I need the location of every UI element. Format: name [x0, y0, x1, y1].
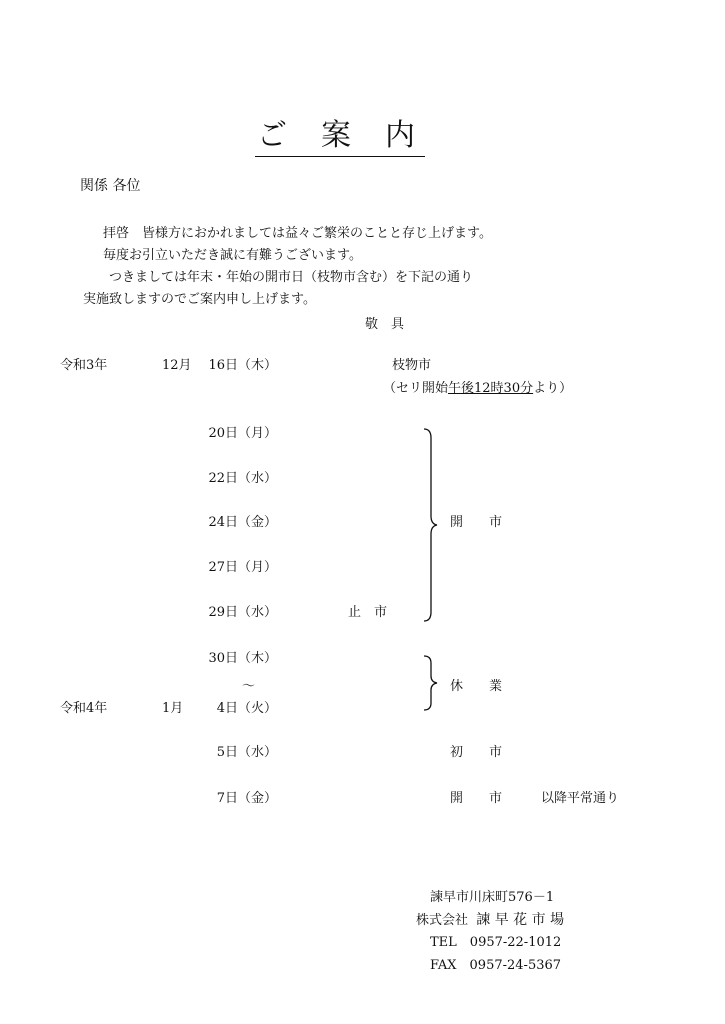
body-line-2: 毎度お引立いただき誠に有難うございます。	[103, 248, 362, 263]
date-5: 5日（水）	[216, 745, 277, 760]
holiday: 休 業	[450, 679, 503, 694]
month-jan: 1月	[162, 701, 184, 716]
footer-fax: FAX 0957-24-5367	[430, 958, 562, 973]
date-29: 29日（水）	[208, 605, 277, 620]
open-market: 開 市	[450, 515, 503, 530]
year-reiwa4: 令和4年	[60, 701, 108, 716]
seri-prefix: （セリ開始	[383, 381, 449, 396]
year-reiwa3: 令和3年	[60, 358, 108, 373]
body-line-1: 拝啓 皆様方におかれましては益々ご繁栄のことと存じ上げます。	[103, 226, 492, 241]
date-4: 4日（火）	[216, 701, 277, 716]
date-7: 7日（金）	[216, 791, 277, 806]
closing: 敬 具	[365, 317, 405, 332]
company-name: 諫 早 花 市 場	[476, 912, 565, 928]
date-30: 30日（木）	[208, 651, 277, 666]
body-line-4: 実施致しますのでご案内申し上げます。	[83, 292, 316, 307]
month-dec: 12月	[162, 358, 192, 373]
company-prefix: 株式会社	[416, 913, 469, 928]
first-market: 初 市	[450, 745, 503, 760]
normal-after: 以降平常通り	[541, 791, 620, 806]
footer-company	[416, 912, 564, 929]
edamono-label: 枝物市	[392, 358, 432, 373]
brace-holiday	[420, 655, 440, 711]
date-22: 22日（水）	[208, 471, 277, 486]
date-16: 16日（木）	[208, 358, 277, 373]
stop-market: 止 市	[348, 605, 388, 620]
seri-suffix: より）	[533, 381, 573, 396]
seri-note	[383, 381, 572, 397]
open-market-2: 開 市	[450, 791, 503, 806]
body-line-3: つきましては年末・年始の開市日（枝物市含む）を下記の通り	[109, 270, 474, 285]
title-char: ご	[257, 118, 295, 153]
date-27: 27日（月）	[208, 560, 277, 575]
footer-address: 諫早市川床町576－1	[430, 890, 555, 905]
addressee: 関係 各位	[80, 178, 141, 194]
range-tilde: 〜	[242, 679, 256, 694]
footer-tel: TEL 0957-22-1012	[430, 935, 562, 950]
date-24: 24日（金）	[208, 515, 277, 530]
brace-open	[420, 428, 440, 622]
date-20: 20日（月）	[208, 426, 277, 441]
title-char: 内	[385, 118, 423, 153]
title-char: 案	[321, 118, 359, 153]
seri-time: 午後12時30分	[448, 381, 534, 396]
page-title	[255, 118, 425, 157]
